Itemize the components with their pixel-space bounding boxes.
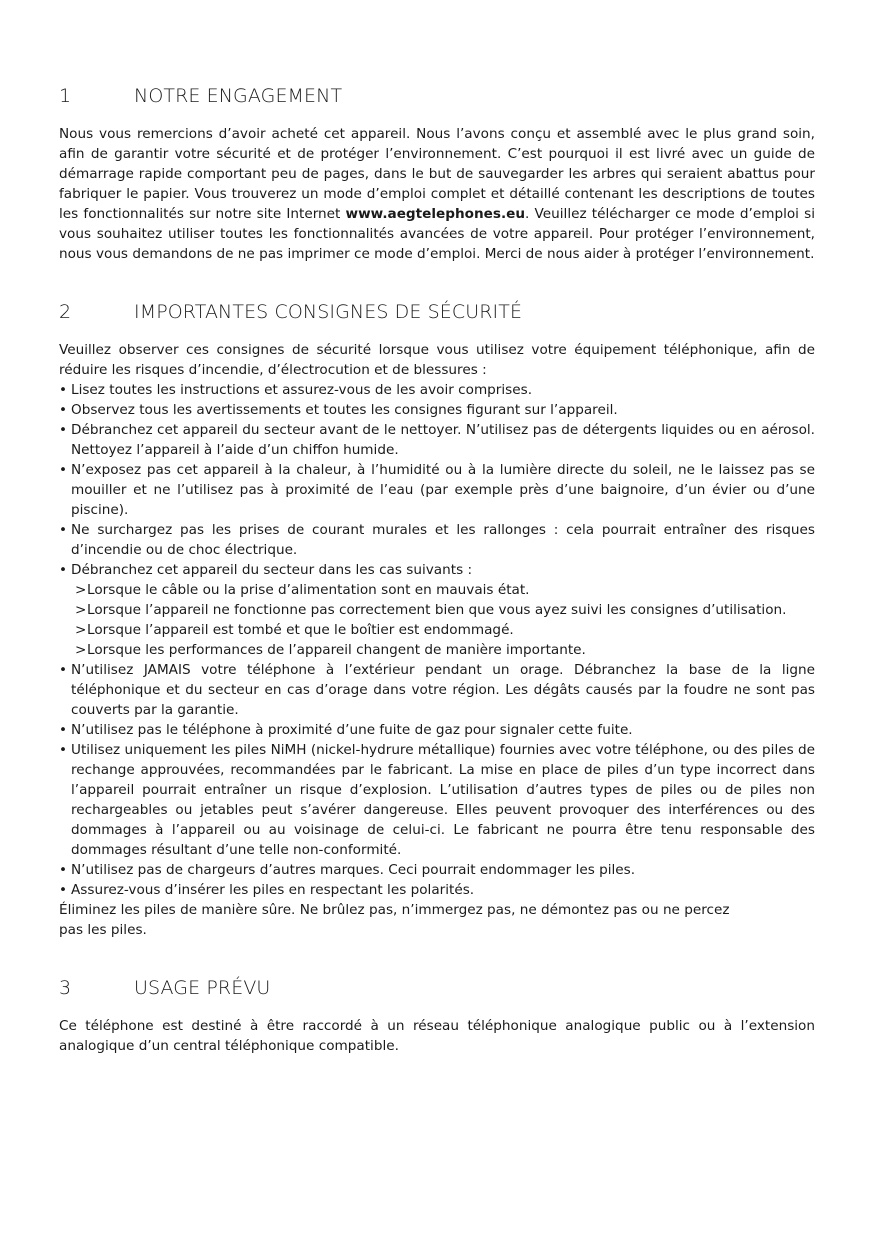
list-item	[59, 740, 815, 860]
arrow-icon: >	[75, 582, 87, 598]
list-item	[59, 860, 815, 880]
list-item-text: Ne surchargez pas les prises de courant murales et les rallonges : cela pourrait entraîner des risques d’incendie ou de choc électrique.	[71, 522, 815, 558]
list-item-text: Assurez-vous d’insérer les piles en respectant les polarités.	[71, 882, 475, 898]
sub-list-item	[71, 600, 815, 620]
list-item-text: Lisez toutes les instructions et assurez-vous de les avoir comprises.	[71, 382, 533, 398]
sub-item-text: Lorsque le câble ou la prise d’alimentation sont en mauvais état.	[87, 582, 530, 598]
section-heading-2	[59, 298, 815, 326]
list-item	[59, 560, 815, 660]
bullet-icon: •	[59, 402, 68, 418]
list-item	[59, 460, 815, 520]
list-item-text: Utilisez uniquement les piles NiMH (nickel-hydrure métallique) fournies avec votre téléphone, ou des piles de rechange approuvées, recommandées par le fabricant. La mise en place de piles d’un type incorrect dans l’appareil pourrait entraîner un risque d’explosion. L’utilisation d’autres types de piles ou de piles non rechargeables ou jetables peut s’avérer dangereuse. Elles peuvent provoquer des interférences ou des dommages à l’appareil ou au voisinage de celui-ci. Le fabricant ne pourra être tenu responsable des dommages résultant d’une telle non-conformité.	[71, 742, 815, 858]
section-heading-3	[59, 974, 815, 1002]
list-item	[59, 720, 815, 740]
section-number: 2	[59, 301, 72, 323]
sub-item-text: Lorsque l’appareil est tombé et que le boîtier est endommagé.	[87, 622, 514, 638]
safety-intro: Veuillez observer ces consignes de sécurité lorsque vous utilisez votre équipement téléphonique, afin de réduire les risques d’incendie, d’électrocution et de blessures :	[59, 342, 815, 378]
section-title: IMPORTANTES CONSIGNES DE SÉCURITÉ	[134, 301, 523, 323]
sub-list-item	[71, 640, 815, 660]
bullet-icon: •	[59, 522, 68, 538]
document-page	[59, 82, 815, 1056]
safety-outro: Éliminez les piles de manière sûre. Ne brûlez pas, n’immergez pas, ne démontez pas ou ne percez pas les piles.	[59, 902, 730, 938]
section-heading-1	[59, 82, 815, 110]
arrow-icon: >	[75, 602, 87, 618]
section-title: USAGE PRÉVU	[134, 977, 271, 999]
list-item-text: N’utilisez pas de chargeurs d’autres marques. Ceci pourrait endommager les piles.	[71, 862, 636, 878]
list-item	[59, 520, 815, 560]
section-number: 3	[59, 977, 72, 999]
list-item	[59, 380, 815, 400]
list-item-text: Débranchez cet appareil du secteur dans les cas suivants :	[71, 562, 473, 578]
list-item	[59, 660, 815, 720]
list-item	[59, 420, 815, 460]
section-number: 1	[59, 85, 72, 107]
bullet-icon: •	[59, 662, 68, 678]
sub-item-text: Lorsque les performances de l’appareil changent de manière importante.	[87, 642, 586, 658]
section-1-paragraph	[59, 124, 815, 264]
list-item	[59, 880, 815, 900]
section-3-paragraph: Ce téléphone est destiné à être raccordé à un réseau téléphonique analogique public ou à l’extension analogique d’un central téléphonique compatible.	[59, 1018, 815, 1054]
list-item-text: Débranchez cet appareil du secteur avant de le nettoyer. N’utilisez pas de détergents liquides ou en aérosol. Nettoyez l’appareil à l’aide d’un chiffon humide.	[71, 422, 815, 458]
bullet-icon: •	[59, 422, 68, 438]
website-link[interactable]: www.aegtelephones.eu	[345, 206, 526, 222]
list-item-text: N’utilisez pas le téléphone à proximité d’une fuite de gaz pour signaler cette fuite.	[71, 722, 633, 738]
list-item-text: Observez tous les avertissements et toutes les consignes figurant sur l’appareil.	[71, 402, 618, 418]
paragraph-text: Nous vous remercions d’avoir acheté cet appareil. Nous l’avons conçu et assemblé avec le plus grand soin, afin de garantir votre sécurité et de protéger l’environnement. C’est pourquoi il est livré avec un guide de démarrage rapide comportant peu de pages, dans le but de sauvegarder les arbres qui seraient abattus pour fabriquer le papier. Vous trouverez un mode d’emploi complet et détaillé contenant les descriptions de toutes les fonctionnalités sur notre site Internet	[59, 126, 815, 222]
sub-list	[71, 580, 815, 660]
bullet-icon: •	[59, 462, 68, 478]
arrow-icon: >	[75, 622, 87, 638]
list-item-text: N’utilisez JAMAIS votre téléphone à l’extérieur pendant un orage. Débranchez la base de la ligne téléphonique et du secteur en cas d’orage dans votre région. Les dégâts causés par la foudre ne sont pas couverts par la garantie.	[71, 662, 815, 718]
list-item-text: N’exposez pas cet appareil à la chaleur, à l’humidité ou à la lumière directe du soleil, ne le laissez pas se mouiller et ne l’utilisez pas à proximité de l’eau (par exemple près d’une baignoire, d’un évier ou d’une piscine).	[71, 462, 815, 518]
paragraph-text-continued: . Veuillez télécharger ce mode d’emploi si vous souhaitez utiliser toutes les fonctionnalités avancées de votre appareil. Pour protéger l’environnement, nous vous demandons de ne pas imprimer ce mode d’emploi. Merci de nous aider à protéger l’environnement.	[59, 206, 815, 262]
bullet-icon: •	[59, 862, 68, 878]
list-item	[59, 400, 815, 420]
bullet-icon: •	[59, 562, 68, 578]
section-2-body	[59, 340, 815, 940]
sub-list-item	[71, 620, 815, 640]
arrow-icon: >	[75, 642, 87, 658]
bullet-icon: •	[59, 742, 68, 758]
bullet-icon: •	[59, 382, 68, 398]
bullet-icon: •	[59, 882, 68, 898]
bullet-icon: •	[59, 722, 68, 738]
section-title: NOTRE ENGAGEMENT	[134, 85, 343, 107]
safety-list	[59, 380, 815, 900]
sub-item-text: Lorsque l’appareil ne fonctionne pas correctement bien que vous ayez suivi les consignes d’utilisation.	[87, 602, 787, 618]
sub-list-item	[71, 580, 815, 600]
